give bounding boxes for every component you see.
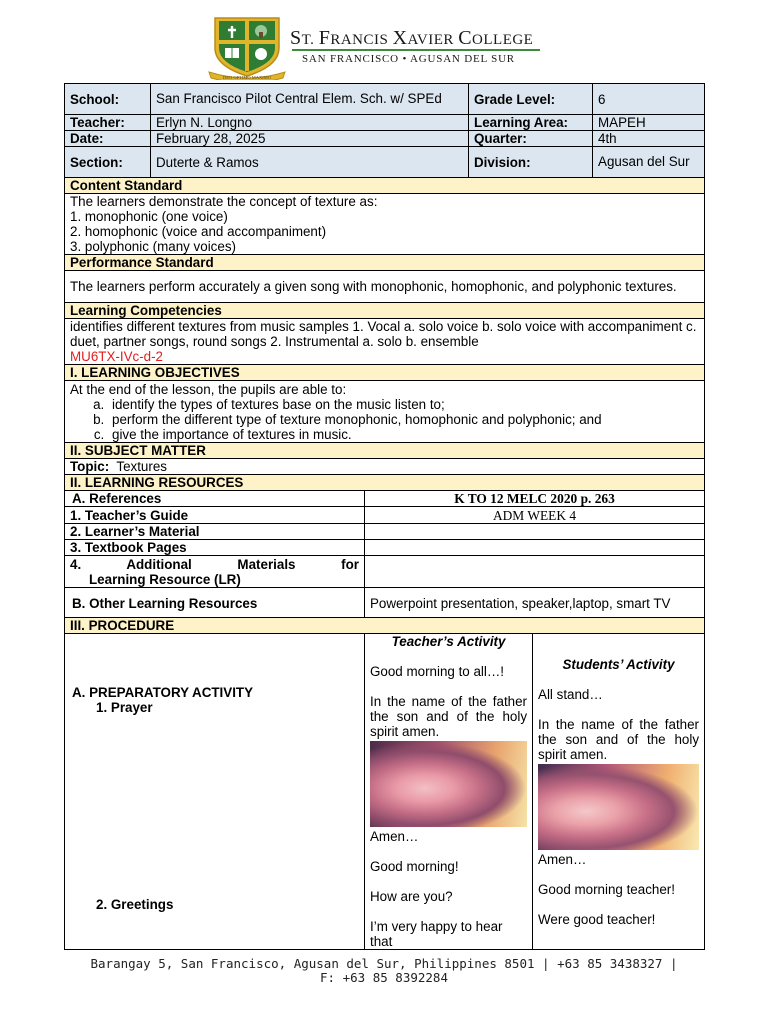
teacher-label: Teacher: (65, 115, 151, 131)
learners-material-value (365, 524, 705, 540)
college-name: ST. FRANCIS XAVIER COLLEGE (290, 27, 534, 49)
objectives-list (70, 397, 699, 442)
division-value: Agusan del Sur (593, 147, 705, 178)
additional-materials-label (65, 556, 365, 588)
additional-materials-line1: 4. Additional Materials for (70, 556, 359, 572)
additional-materials-line2: Learning Resource (LR) (89, 571, 241, 587)
section-value: Duterte & Ramos (151, 147, 469, 178)
college-seal (207, 14, 287, 80)
subject-matter-title: II. SUBJECT MATTER (65, 443, 705, 459)
other-resources-label: B. Other Learning Resources (65, 588, 365, 618)
references-label: A. References (65, 491, 365, 507)
student-line: All stand… (538, 686, 603, 702)
praying-hands-image (370, 741, 527, 827)
teacher-activity-heading: Teacher’s Activity (391, 634, 506, 649)
objectives-intro: At the end of the lesson, the pupils are able to: (70, 381, 347, 397)
footer-fax: F: +63 85 8392284 (320, 970, 448, 985)
area-value: MAPEH (593, 115, 705, 131)
student-line: Amen… (538, 851, 587, 867)
student-line: Good morning teacher! (538, 881, 675, 897)
objective-item: c. give the importance of textures in music. (108, 427, 699, 442)
objectives-body (65, 381, 705, 443)
resources-title: II. LEARNING RESOURCES (65, 475, 705, 491)
topic-value: Textures (116, 459, 167, 474)
competency-code: MU6TX-IVc-d-2 (70, 349, 164, 364)
student-line: Were good teacher! (538, 911, 656, 927)
teacher-activity-column (365, 634, 533, 950)
school-value: San Francisco Pilot Central Elem. Sch. w/ SPEd (151, 84, 469, 115)
topic-label: Topic: (70, 459, 110, 474)
preparatory-activity-label: A. PREPARATORY ACTIVITY (72, 685, 254, 700)
performance-standard-title: Performance Standard (65, 255, 705, 271)
svg-text:DEO OPTIMO MAXIMO: DEO OPTIMO MAXIMO (223, 75, 271, 80)
date-label: Date: (65, 131, 151, 147)
teachers-guide-value: ADM WEEK 4 (365, 507, 705, 524)
prayer-label: 1. Prayer (96, 700, 153, 715)
other-resources-value: Powerpoint presentation, speaker,laptop, smart TV (365, 588, 705, 618)
school-label: School: (65, 84, 151, 115)
procedure-steps (65, 634, 365, 950)
college-seal-icon (207, 14, 287, 80)
grade-value: 6 (593, 84, 705, 115)
content-standard-body (65, 194, 705, 255)
performance-standard-text: The learners perform accurately a given song with monophonic, homophonic, and polyphonic textures. (65, 271, 705, 303)
student-line: In the name of the father the son and of the holy spirit amen. (538, 716, 700, 762)
teachers-guide-label: 1. Teacher’s Guide (65, 507, 365, 524)
objective-item: b. perform the different type of texture monophonic, homophonic and polyphonic; and (108, 412, 699, 427)
student-activity-column (533, 634, 705, 950)
competencies-text: identifies different textures from music samples 1. Vocal a. solo voice b. solo voice with accompaniment c. duet, partner songs, round songs 2. Instrumental a. solo b. ensemble (70, 319, 697, 349)
content-standard-item: 2. homophonic (voice and accompaniment) (70, 224, 327, 239)
teacher-line: In the name of the father the son and of the holy spirit amen. (370, 694, 528, 739)
learners-material-label: 2. Learner’s Material (65, 524, 365, 540)
quarter-value: 4th (593, 131, 705, 147)
competencies-title: Learning Competencies (65, 303, 705, 319)
area-label: Learning Area: (469, 115, 593, 131)
quarter-label: Quarter: (469, 131, 593, 147)
content-standard-intro: The learners demonstrate the concept of texture as: (70, 194, 378, 209)
references-value: K TO 12 MELC 2020 p. 263 (365, 491, 705, 507)
procedure-title: III. PROCEDURE (65, 618, 705, 634)
competencies-body (65, 319, 705, 365)
lesson-plan-table (64, 83, 705, 950)
header-divider (292, 49, 540, 51)
teacher-line: Amen… (370, 829, 419, 844)
additional-materials-value (365, 556, 705, 588)
praying-hands-image (538, 764, 699, 850)
college-address: SAN FRANCISCO • AGUSAN DEL SUR (302, 53, 515, 65)
textbook-label: 3. Textbook Pages (65, 540, 365, 556)
teacher-line: How are you? (370, 889, 453, 904)
teacher-line: Good morning to all…! (370, 664, 504, 679)
greetings-label: 2. Greetings (96, 897, 174, 912)
teacher-line: Good morning! (370, 859, 459, 874)
topic-row (65, 459, 705, 475)
teacher-value: Erlyn N. Longno (151, 115, 469, 131)
section-label: Section: (65, 147, 151, 178)
grade-label: Grade Level: (469, 84, 593, 115)
teacher-line: I’m very happy to hear that (370, 919, 503, 949)
footer-address: Barangay 5, San Francisco, Agusan del Sur, Philippines 8501 | +63 85 3438327 | (90, 956, 678, 971)
date-value: February 28, 2025 (151, 131, 469, 147)
content-standard-item: 1. monophonic (one voice) (70, 209, 228, 224)
content-standard-item: 3. polyphonic (many voices) (70, 239, 236, 254)
objective-item: a. identify the types of textures base on the music listen to; (108, 397, 699, 412)
textbook-value (365, 540, 705, 556)
student-activity-heading: Students’ Activity (562, 656, 675, 672)
content-standard-title: Content Standard (65, 178, 705, 194)
division-label: Division: (469, 147, 593, 178)
objectives-title: I. LEARNING OBJECTIVES (65, 365, 705, 381)
